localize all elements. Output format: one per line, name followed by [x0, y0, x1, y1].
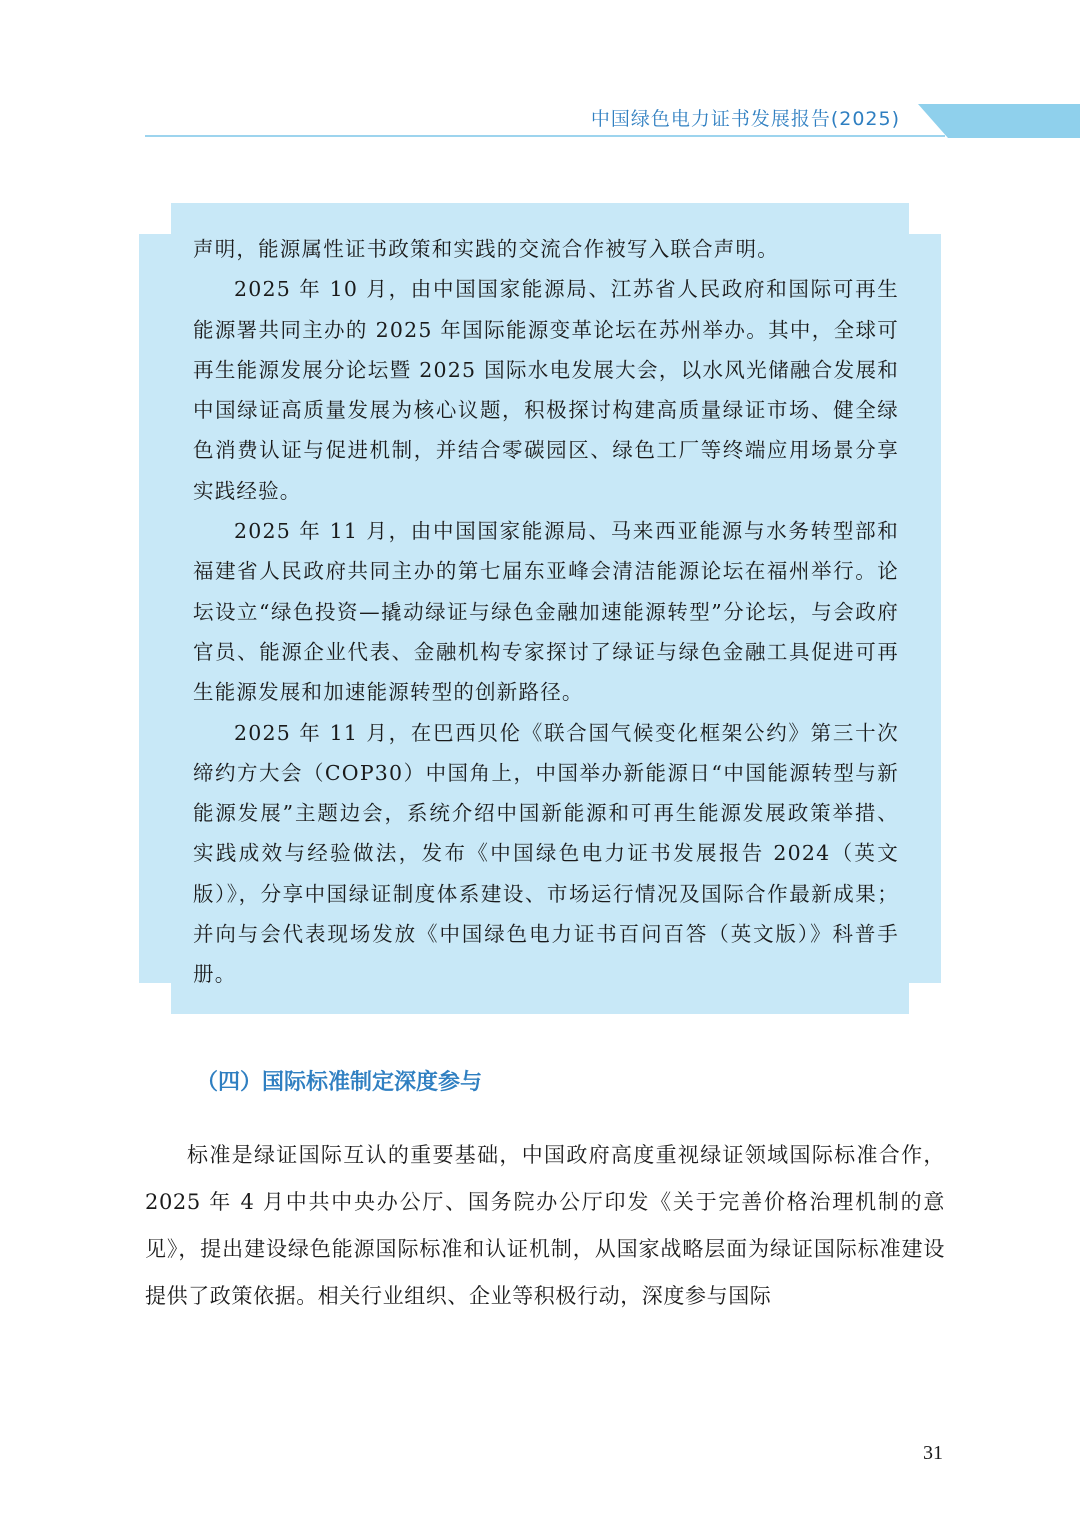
box-paragraph-1: 声明，能源属性证书政策和实践的交流合作被写入联合声明。	[193, 237, 779, 261]
box-paragraph-4: 2025 年 11 月，在巴西贝伦《联合国气候变化框架公约》第三十次缔约方大会（COP30）中国角上，中国举办新能源日“中国能源转型与新能源发展”主题边会，系统介绍中国新能源和可再生能源发展政策举措、实践成效与经验做法，发布《中国绿色电力证书发展报告 2024（英文版）》，分享中国绿证制度体系建设、市场运行情况及国际合作最新成果；并向与会代表现场发放《中国绿色电力证书百问百答（英文版）》科普手册。	[193, 720, 899, 987]
box-paragraph-3: 2025 年 11 月，由中国国家能源局、马来西亚能源与水务转型部和福建省人民政府共同主办的第七届东亚峰会清洁能源论坛在福州举行。论坛设立“绿色投资—撬动绿证与绿色金融加速能源转型”分论坛，与会政府官员、能源企业代表、金融机构专家探讨了绿证与绿色金融工具促进可再生能源发展和加速能源转型的创新路径。	[193, 519, 899, 705]
page-number: 31	[923, 1442, 943, 1464]
section-heading: （四）国际标准制定深度参与	[196, 1070, 483, 1095]
body-paragraph: 标准是绿证国际互认的重要基础，中国政府高度重视绿证领域国际标准合作，2025 年 4 月中共中央办公厅、国务院办公厅印发《关于完善价格治理机制的意见》，提出建设绿色能源国际标准和认证机制，从国家战略层面为绿证国际标准建设提供了政策依据。相关行业组织、企业等积极行动，深度参与国际	[145, 1143, 945, 1308]
header-accent-tab	[918, 104, 1080, 138]
header-divider-line	[145, 135, 945, 137]
box-paragraph-2: 2025 年 10 月，由中国国家能源局、江苏省人民政府和国际可再生能源署共同主办的 2025 年国际能源变革论坛在苏州举办。其中，全球可再生能源发展分论坛暨 2025 国际水电发展大会，以水风光储融合发展和中国绿证高质量发展为核心议题，积极探讨构建高质量绿证市场、健全绿色消费认证与促进机制，并结合零碳园区、绿色工厂等终端应用场景分享实践经验。	[193, 277, 899, 503]
body-text	[145, 1132, 945, 1320]
highlight-box-text	[193, 229, 899, 995]
running-header-title: 中国绿色电力证书发展报告(2025)	[590, 108, 900, 130]
